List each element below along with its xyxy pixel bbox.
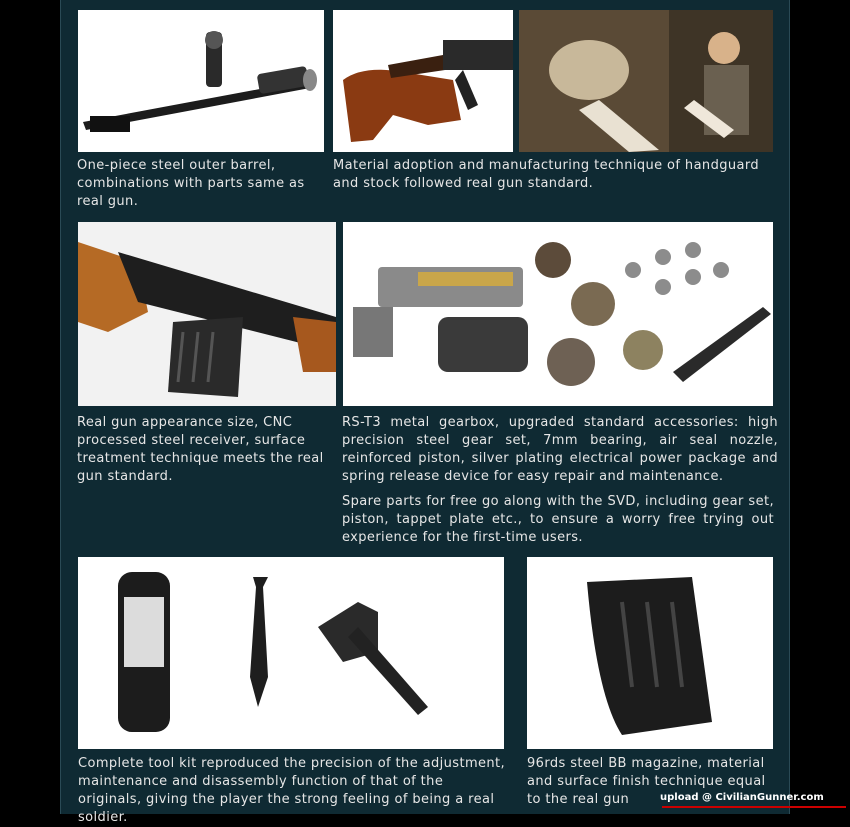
toolkit-image [78, 557, 504, 749]
gearbox-caption: RS-T3 metal gearbox, upgraded standard accessories: high precision steel gear set, 7mm bearing, air seal nozzle, reinforced piston, silver plating electrical power package and spring release device for easy repair and maintenance. [342, 415, 778, 484]
handguard-crafting-photo [519, 10, 773, 152]
stock-photo [333, 10, 513, 152]
barrel-caption: One-piece steel outer barrel, combinations with parts same as real gun. [77, 158, 305, 209]
receiver-image [78, 222, 336, 406]
handguard-caption: Material adoption and manufacturing technique of handguard and stock followed real gun standard. [333, 158, 760, 191]
magazine-caption: 96rds steel BB magazine, material and surface finish technique equal to the real gun [527, 756, 766, 807]
gearbox-parts-image [343, 222, 773, 406]
upload-watermark: upload @ CivilianGunner.com [660, 792, 824, 803]
receiver-photo [78, 222, 336, 406]
magazine-photo [527, 557, 773, 749]
watermark-underline [662, 806, 846, 808]
product-feature-panel [60, 0, 790, 825]
stock-image [333, 10, 513, 152]
barrel-photo [78, 10, 324, 152]
toolkit-caption: Complete tool kit reproduced the precision of the adjustment, maintenance and disassembly function of that of the originals, giving the player the strong feeling of being a real soldier. [78, 756, 506, 825]
toolkit-photo [78, 557, 504, 749]
gearbox-photo [343, 222, 773, 406]
barrel-image [78, 10, 324, 152]
receiver-caption: Real gun appearance size, CNC processed steel receiver, surface treatment technique meets the real gun standard. [77, 415, 324, 484]
magazine-image [527, 557, 773, 749]
spare-parts-caption: Spare parts for free go along with the SVD, including gear set, piston, tappet plate etc., to ensure a worry free trying out experience for the first-time users. [342, 494, 774, 545]
craftsman-image [519, 10, 773, 152]
